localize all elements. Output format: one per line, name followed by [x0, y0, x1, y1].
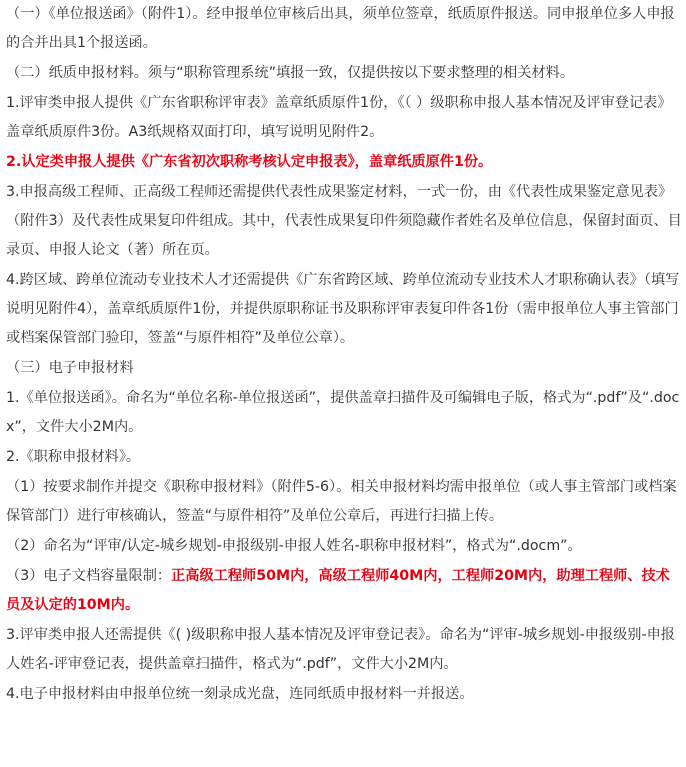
- paragraph-certification-applicant: [6, 148, 682, 177]
- paragraph-text: 2.《职称申报材料》。: [6, 449, 141, 465]
- paragraph-cross-region: [6, 266, 682, 353]
- paragraph-title-materials: [6, 443, 682, 472]
- paragraph-senior-engineer: [6, 178, 682, 265]
- paragraph-disc-submission: [6, 680, 682, 709]
- paragraph-text: （二）纸质申报材料。须与“职称管理系统”填报一致，仅提供按以下要求整理的相关材料。: [6, 65, 575, 81]
- paragraph-text: 1.评审类申报人提供《广东省职称评审表》盖章纸质原件1份，《（ ）级职称申报人基本情况及评审登记表》盖章纸质原件3份。A3纸规格双面打印，填写说明见附件2。: [6, 95, 672, 140]
- highlight-text: 正高级工程师50M内，高级工程师40M内，工程师20M内，助理工程师、技术员及认定的10M内。: [6, 568, 670, 613]
- section-heading: （三）电子申报材料: [6, 360, 134, 376]
- paragraph-review-registration: [6, 621, 682, 679]
- paragraph-text: 3.申报高级工程师、正高级工程师还需提供代表性成果鉴定材料，一式一份，由《代表性成果鉴定意见表》（附件3）及代表性成果复印件组成。其中，代表性成果复印件须隐藏作者姓名及单位信息，保留封面页、目录页、申报人论文（著）所在页。: [6, 184, 682, 258]
- paragraph-paper-materials: [6, 59, 682, 88]
- paragraph-text: 1.《单位报送函》。命名为“单位名称-单位报送函”，提供盖章扫描件及可编辑电子版，格式为“.pdf”及“.docx”，文件大小2M内。: [6, 390, 680, 435]
- paragraph-text: （1）按要求制作并提交《职称申报材料》（附件5-6）。相关申报材料均需申报单位（或人事主管部门或档案保管部门）进行审核确认，签盖“与原件相符”及单位公章后，再进行扫描上传。: [6, 479, 677, 524]
- paragraph-text: （3）电子文档容量限制：: [6, 568, 172, 584]
- paragraph-review-applicant: [6, 89, 682, 147]
- paragraph-text: 4.跨区域、跨单位流动专业技术人才还需提供《广东省跨区域、跨单位流动专业技术人才职称确认表》（填写说明见附件4），盖章纸质原件1份，并提供原职称证书及职称评审表复印件各1份（需申报单位人事主管部门或档案保管部门验印，签盖“与原件相符”及单位公章）。: [6, 272, 680, 346]
- paragraph-unit-letter: [6, 0, 682, 58]
- paragraph-naming-rule: [6, 532, 682, 561]
- paragraph-submit-materials: [6, 473, 682, 531]
- paragraph-text: 3.评审类申报人还需提供《( )级职称申报人基本情况及评审登记表》。命名为“评审-城乡规划-申报级别-申报人姓名-评审登记表，提供盖章扫描件，格式为“.pdf”，文件大小2M内。: [6, 627, 675, 672]
- paragraph-electronic-heading: [6, 354, 682, 383]
- highlight-text: 2.认定类申报人提供《广东省初次职称考核认定申报表》，盖章纸质原件1份。: [6, 154, 493, 170]
- paragraph-unit-letter-electronic: [6, 384, 682, 442]
- paragraph-text: （一）《单位报送函》（附件1）。经申报单位审核后出具，须单位签章，纸质原件报送。同申报单位多人申报的合并出具1个报送函。: [6, 6, 675, 51]
- paragraph-text: 4.电子申报材料由申报单位统一刻录成光盘，连同纸质申报材料一并报送。: [6, 686, 474, 702]
- paragraph-text: （2）命名为“评审/认定-城乡规划-申报级别-申报人姓名-职称申报材料”，格式为“.docm”。: [6, 538, 582, 554]
- paragraph-size-limit: [6, 562, 682, 620]
